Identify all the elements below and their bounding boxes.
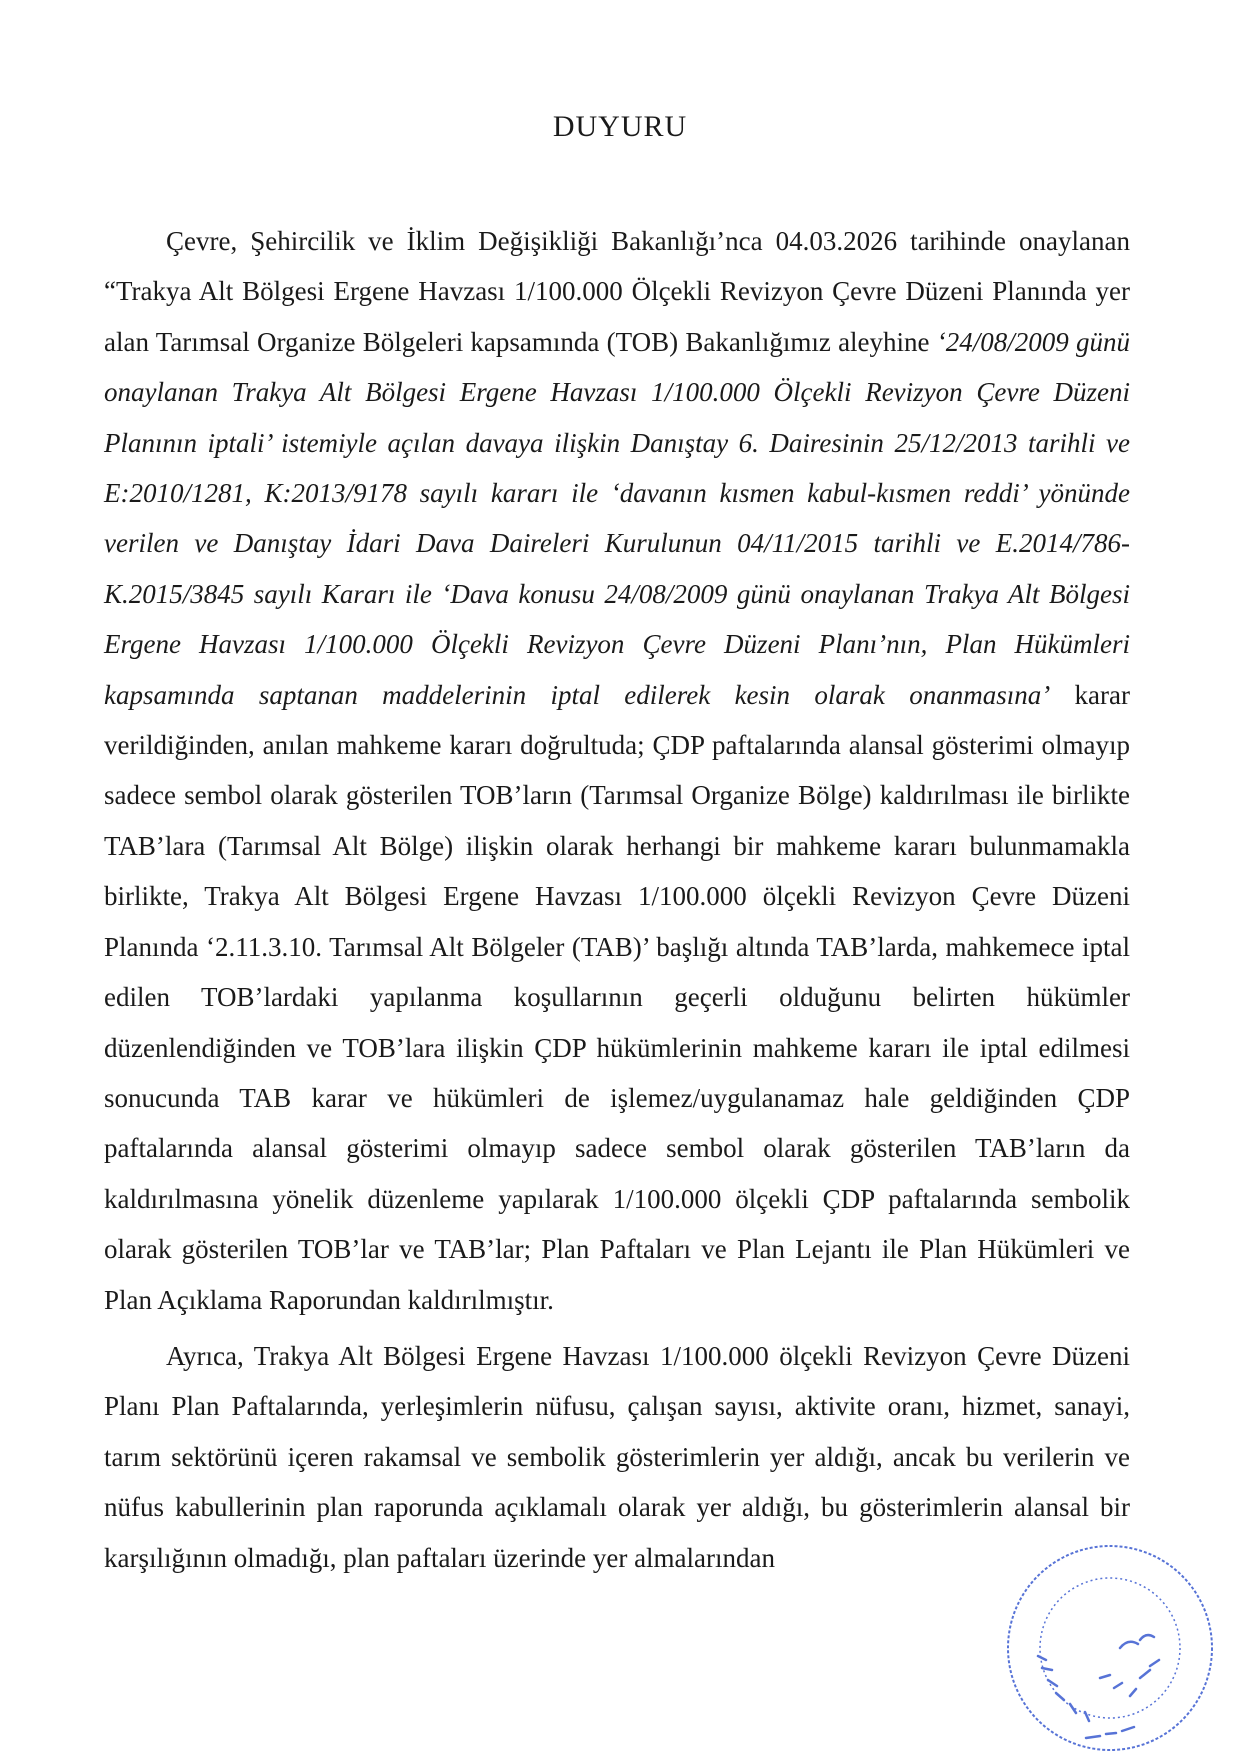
paragraph-1-part-1: Çevre, Şehircilik ve İklim Değişikliği Bakanlığı’nca 04.03.2026 tarihinde onaylanan “Trakya Alt Bölgesi Ergene Havzası 1/100.000 Ölçekli Revizyon Çevre Düzeni Planında yer alan Tarımsal Organize Bölgeleri kapsamında (TOB) Bakanlığımız aleyhine (104, 226, 1130, 357)
paragraph-1-italic-citation: ‘24/08/2009 günü onaylanan Trakya Alt Bölgesi Ergene Havzası 1/100.000 Ölçekli Revizyon Çevre Düzeni Planının iptali’ istemiyle açılan davaya ilişkin Danıştay 6. Dairesinin 25/12/2013 tarihli ve E:2010/1281, K:2013/9178 sayılı kararı ile ‘davanın kısmen kabul-kısmen reddi’ yönünde verilen ve Danıştay İdari Dava Daireleri Kurulunun 04/11/2015 tarihli ve E.2014/786-K.2015/3845 sayılı Kararı ile ‘Dava konusu 24/08/2009 günü onaylanan Trakya Alt Bölgesi Ergene Havzası 1/100.000 Ölçekli Revizyon Çevre Düzeni Planı’nın, Plan Hükümleri kapsamında saptanan maddelerinin iptal edilerek kesin olarak onanmasına’ (104, 326, 1130, 710)
document-title: DUYURU (552, 110, 688, 143)
official-seal-stamp (990, 1528, 1220, 1758)
paragraph-1-part-3: karar verildiğinden, anılan mahkeme kararı doğrultuda; ÇDP paftalarında alansal gösterimi olmayıp sadece sembol olarak gösterilen TOB’ların (Tarımsal Organize Bölge) kaldırılması ile birlikte TAB’lara (Tarımsal Alt Bölge) ilişkin olarak herhangi bir mahkeme kararı bulunmamakla birlikte, Trakya Alt Bölgesi Ergene Havzası 1/100.000 ölçekli Revizyon Çevre Düzeni Planında ‘2.11.3.10. Tarımsal Alt Bölgeler (TAB)’ başlığı altında TAB’larda, mahkemece iptal edilen TOB’lardaki yapılanma koşullarının geçerli olduğunu belirten hükümler düzenlendiğinden ve TOB’lara ilişkin ÇDP hükümlerinin mahkeme kararı ile iptal edilmesi sonucunda TAB karar ve hükümleri de işlemez/uygulanamaz hale geldiğinden ÇDP paftalarında alansal gösterimi olmayıp sadece sembol olarak gösterilen TAB’ların da kaldırılmasına yönelik düzenleme yapılarak 1/100.000 ölçekli ÇDP paftalarında sembolik olarak gösterilen TOB’lar ve TAB’lar; Plan Paftaları ve Plan Lejantı ile Plan Hükümleri ve Plan Açıklama Raporundan kaldırılmıştır. (104, 679, 1130, 1315)
paragraph-1 (104, 216, 1130, 1325)
document-body (104, 216, 1130, 1583)
paragraph-2: Ayrıca, Trakya Alt Bölgesi Ergene Havzası 1/100.000 ölçekli Revizyon Çevre Düzeni Planı Plan Paftalarında, yerleşimlerin nüfusu, çalışan sayısı, aktivite oranı, hizmet, sanayi, tarım sektörünü içeren rakamsal ve sembolik gösterimlerin yer aldığı, ancak bu verilerin ve nüfus kabullerinin plan raporunda açıklamalı olarak yer aldığı, bu gösterimlerin alansal bir karşılığının olmadığı, plan paftaları üzerinde yer almalarından (104, 1340, 1130, 1573)
